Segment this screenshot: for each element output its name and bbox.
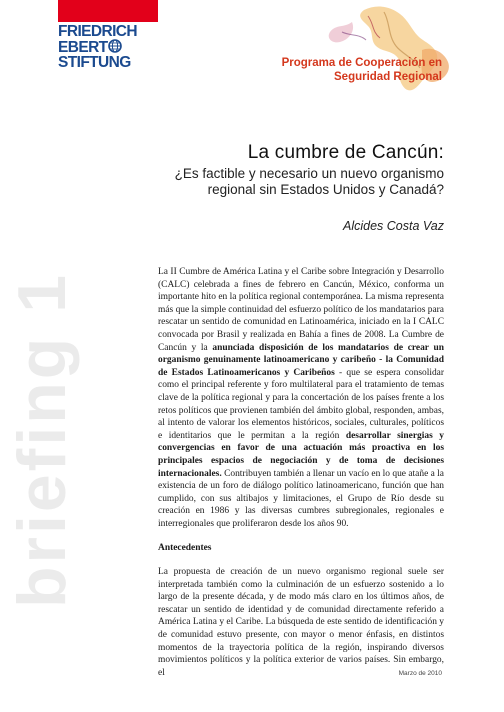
document-subtitle	[175, 166, 444, 198]
subtitle-line-2: regional sin Estados Unidos y Canadá?	[207, 182, 444, 197]
author-name: Alcides Costa Vaz	[343, 219, 444, 233]
program-line-1: Programa de Cooperación en	[281, 57, 442, 69]
program-name	[282, 56, 442, 84]
intro-bold-2: desarrollar sinergias y convergencias en favor de una actuación más proactiva en los principales espacios de negociación y de toma de decisiones internacionales.	[158, 430, 444, 479]
section-heading: Antecedentes	[158, 543, 212, 554]
publication-date: Marzo de 2010	[398, 670, 442, 677]
logo-line-3: STIFTUNG	[58, 54, 131, 71]
subtitle-line-1: ¿Es factible y necesario un nuevo organismo	[174, 166, 444, 181]
intro-text-3: Contribuyen también a llenar un vacío en lo que atañe a la existencia de un foro de diálogo político latinoamericano, función que han cumplido, con sus altibajos y limitaciones, el Grupo de Río desde su creación en 1986 y las diversas cumbres subregionales, regionales e interregionales que proliferaron desde los años 90.	[158, 468, 444, 529]
intro-bold-1: anunciada disposición de los mandatarios de crear un organismo genuinamente latinoamericano y caribeño - la Comunidad de Estados Latinoamericanos y Caribeños	[158, 342, 444, 378]
logo-line-2-text: EBERT	[58, 39, 108, 56]
fes-logo	[58, 24, 168, 70]
paragraph-antecedentes: La propuesta de creación de un nuevo organismo regional suele ser interpretada también como la culminación de un esfuerzo sostenido a lo largo de la presente década, y de modo más claro en los últimos años, de rescatar un sentido de identidad y de comunidad directamente referido a América Latina y el Caribe. La búsqueda de este sentido de identificación y de comunidad estuvo presente, con mayor o menor énfasis, en distintos momentos de la trayectoria política de la región, inspirando diversos movimientos políticos y la política exterior de varios países. Sin embargo, el	[158, 567, 444, 678]
brand-red-bar	[58, 0, 158, 22]
briefing-watermark-text: briefing 1	[4, 271, 80, 609]
intro-text-2: - que se espera consolidar como el principal referente y foro multilateral para el tratamiento de temas clave de la política regional y para la concertación de los países frente a los retos políticos que provienen también del ámbito global, responden, ambas, al intento de valorar los elementos históricos, sociales, culturales, políticos e identitarios que le permitan a la región	[158, 367, 444, 441]
intro-text-1: La II Cumbre de América Latina y el Caribe sobre Integración y Desarrollo (CALC) celebrada a fines de febrero en Cancún, México, conforma un importante hito en la política regional contemporánea. La misma representa más que la simple continuidad del esfuerzo político de los mandatarios para rescatar un sentido de comunidad en Latinoamérica, iniciado en la I CALC convocada por Brasil y realizada en Bahía a fines de 2008. La Cumbre de Cancún y la	[158, 267, 444, 353]
globe-icon	[108, 39, 122, 53]
program-line-2: Seguridad Regional	[334, 71, 442, 83]
logo-line-1: FRIEDRICH	[58, 23, 137, 40]
document-title: La cumbre de Cancún:	[247, 142, 444, 163]
paragraph-intro	[158, 266, 444, 530]
logo-line-2	[58, 39, 168, 55]
article-body	[158, 266, 444, 679]
